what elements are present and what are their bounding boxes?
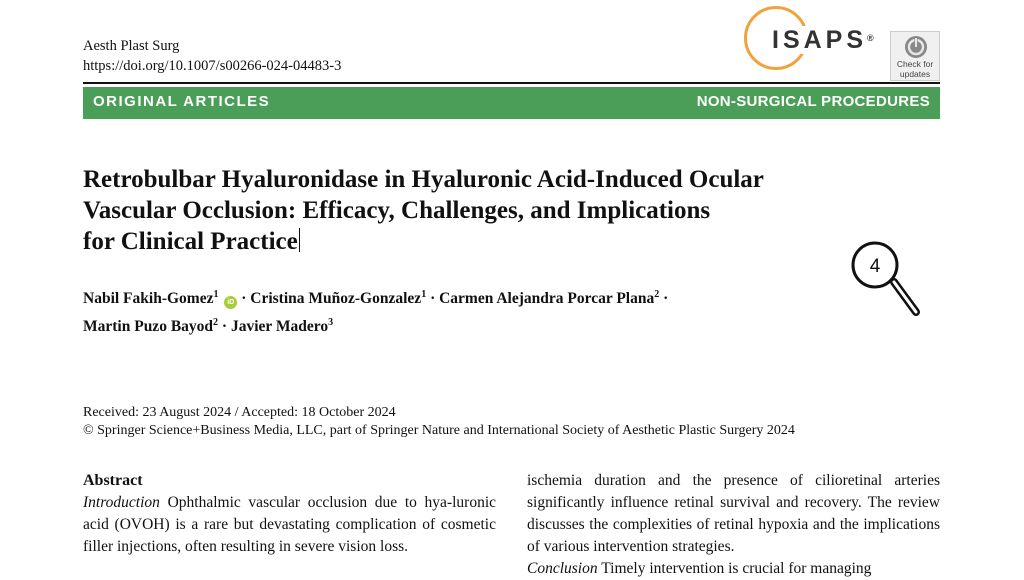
author-affiliation: 1 [421, 289, 427, 300]
registered-mark: ® [867, 33, 874, 43]
intro-label: Introduction [83, 494, 160, 511]
header-rule [83, 82, 940, 84]
magnifier-icon [850, 238, 922, 320]
citation-badge[interactable] [850, 238, 922, 320]
author-affiliation: 2 [654, 289, 660, 300]
abstract-right-column [527, 470, 940, 580]
author-affiliation: 2 [213, 317, 219, 329]
author-name[interactable]: Nabil Fakih-Gomez [83, 290, 214, 308]
journal-name: Aesth Plast Surg [83, 38, 180, 54]
received-accepted: Received: 23 August 2024 / Accepted: 18 October 2024 [83, 405, 396, 420]
conclusion-text: Timely intervention is crucial for managing [601, 560, 872, 577]
check-label-line1: Check for [896, 59, 934, 69]
title-line-2: Vascular Occlusion: Efficacy, Challenges, and Implications [83, 197, 711, 224]
badge-number: 4 [869, 256, 881, 277]
author-affiliation: 3 [328, 317, 334, 329]
article-title [83, 164, 883, 257]
copyright-line: © Springer Science+Business Media, LLC, part of Springer Nature and International Society of Aesthetic Plastic Surgery 2024 [83, 423, 795, 438]
logo-text: ISAPS [772, 26, 868, 54]
author-name[interactable]: Cristina Muñoz-Gonzalez [250, 290, 422, 308]
isaps-logo [744, 6, 874, 76]
journal-info [83, 36, 341, 76]
author-name[interactable]: Javier Madero [230, 318, 329, 336]
check-updates-icon [904, 35, 928, 59]
check-label-line2: updates [899, 69, 931, 79]
abstract-left-column [83, 470, 496, 558]
title-line-3: for Clinical Practice [83, 228, 298, 255]
conclusion-label: Conclusion [527, 560, 598, 577]
section-banner [83, 87, 940, 119]
abstract-conclusion [527, 558, 940, 580]
check-for-updates-button[interactable] [890, 31, 940, 81]
title-line-1: Retrobulbar Hyaluronidase in Hyaluronic Acid-Induced Ocular [83, 166, 764, 193]
abstract-introduction [83, 492, 496, 558]
banner-left-label: ORIGINAL ARTICLES [93, 93, 271, 110]
abstract-results-text: ischemia duration and the presence of cilioretinal arteries significantly influence retinal survival and recovery. The review discusses the complexities of retinal hypoxia and the implications of various intervention strategies. [527, 472, 940, 555]
abstract-heading: Abstract [83, 472, 143, 489]
orcid-icon[interactable]: iD [224, 296, 237, 309]
text-cursor [299, 228, 300, 252]
author-list: Nabil Fakih-Gomez$^1$ iD · Cristina Muñoz-Gonzalez$^1$ · Carmen Alejandra Porcar Plana$^2$ · Martin Puzo Bayod$^2$ · Javier Madero$^3$ [83, 289, 669, 336]
author-name[interactable]: Martin Puzo Bayod [83, 318, 214, 336]
publication-dates [83, 404, 795, 440]
intro-text: Ophthalmic vascular occlusion due to hya-luronic acid (OVOH) is a rare but devastating complication of cosmetic filler injections, often resulting in severe vision loss. [83, 494, 497, 555]
banner-right-label: NON-SURGICAL PROCEDURES [696, 93, 930, 110]
doi-link[interactable]: https://doi.org/10.1007/s00266-024-04483-3 [83, 58, 342, 74]
author-affiliation: 1 [213, 289, 219, 300]
author-name[interactable]: Carmen Alejandra Porcar Plana [439, 290, 655, 308]
